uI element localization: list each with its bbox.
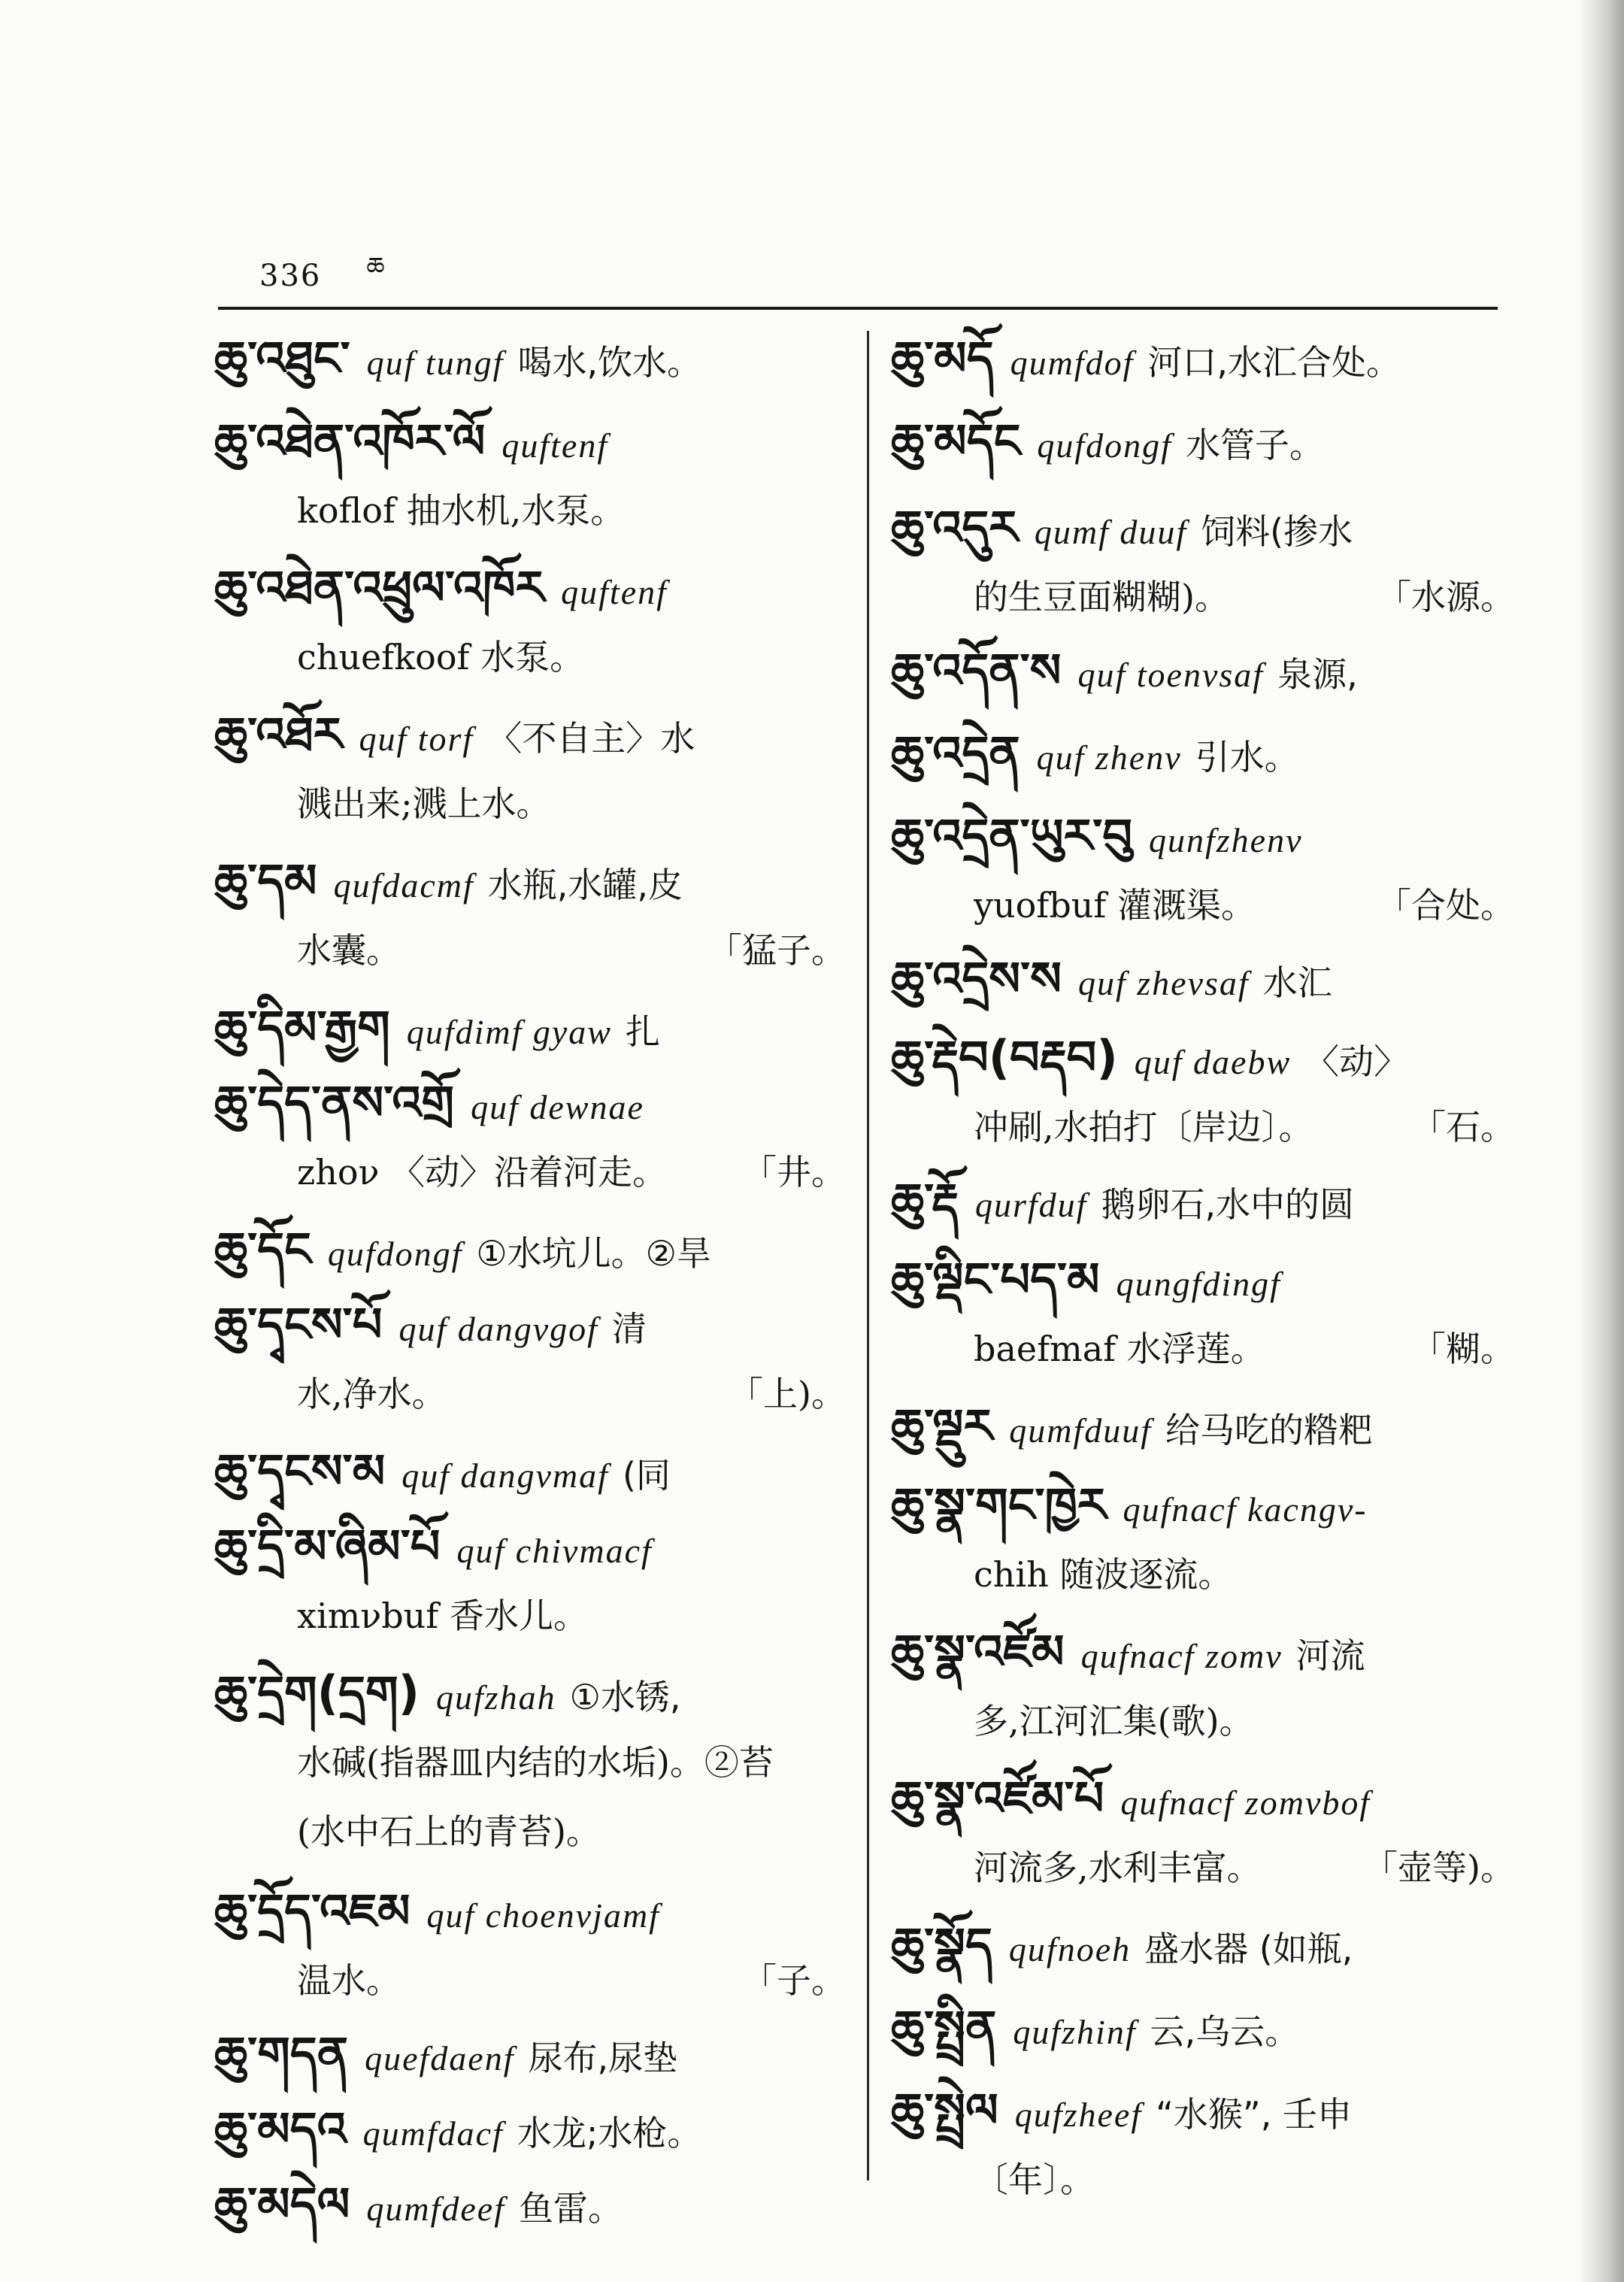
definition-continuation: ximνbuf 香水儿。	[297, 1596, 588, 1636]
definition: 水瓶,水罐,皮	[487, 865, 683, 905]
romanization: qumf duuf	[1034, 513, 1188, 551]
definition: 尿布,尿垫	[528, 2038, 678, 2078]
dictionary-entry	[214, 2019, 846, 2094]
tibetan-headword: ཆུ་སྣོད	[891, 1917, 992, 1972]
romanization: quftenf	[501, 426, 609, 465]
tibetan-headword: ཆུ་མདོང	[891, 414, 1021, 468]
romanization: qufnacf kacngν-	[1123, 1490, 1368, 1529]
tibetan-headword: ཆུ་སྣ་གང་ཁྱེར	[891, 1477, 1107, 1532]
dictionary-entry	[214, 1436, 846, 1511]
definition: 泉源,	[1277, 654, 1358, 695]
definition: 盛水器 (如瓶,	[1144, 1929, 1353, 1969]
dictionary-entry	[891, 1763, 1515, 1888]
definition-continuation: 〔年〕。	[974, 2159, 1095, 2200]
definition-continuation: baefmaf 水浮莲。	[974, 1329, 1265, 1369]
tibetan-headword: ཆུ་འཐུང་	[214, 331, 350, 386]
romanization: qufnacf zomν	[1080, 1637, 1283, 1675]
tibetan-headword: ཆུ་སྣ་འཛོམ	[891, 1624, 1065, 1679]
definition: 扎	[625, 1011, 660, 1052]
tibetan-headword: ཆུ་རྡོ	[891, 1173, 959, 1228]
romanization: qumfduuf	[1009, 1411, 1153, 1450]
tibetan-headword: ཆུ་སྤྲེལ	[891, 2083, 998, 2138]
romanization: quefdaenf	[365, 2039, 515, 2077]
dictionary-entry	[891, 1165, 1515, 1241]
tibetan-headword: ཆུ་དོང	[214, 1222, 311, 1277]
romanization: qufdimf gyaw	[406, 1013, 612, 1051]
definition: ①水坑儿。②旱	[476, 1233, 711, 1274]
dictionary-entry	[214, 1214, 846, 1289]
definition: ①水锈,	[569, 1677, 681, 1717]
tibetan-headword: ཆུ་གདན	[214, 2026, 349, 2081]
tibetan-headword: ཆུ་དྲོད་འཇམ	[214, 1883, 411, 1938]
definition: 清	[611, 1308, 647, 1349]
tibetan-headword: ཆུ་མདེལ	[214, 2177, 350, 2232]
dictionary-entry	[214, 1289, 846, 1414]
romanization: quf dangνmaf	[401, 1456, 609, 1495]
romanization: qufzheef	[1014, 2096, 1143, 2134]
tibetan-headword: ཆུ་ལྡུར	[891, 1399, 993, 1453]
definition: 河流	[1295, 1635, 1365, 1676]
dictionary-entry	[891, 1470, 1515, 1595]
tibetan-headword: ཆུ་འཐོར	[214, 707, 343, 762]
definition: “水猴”, 壬申	[1156, 2094, 1352, 2135]
definition: 给马吃的糌粑	[1165, 1410, 1374, 1450]
tibetan-headword: ཆུ་དེད་ནས་འགྲོ	[214, 1075, 455, 1130]
romanization: quf dangνgof	[398, 1310, 598, 1348]
carry-over-note: 「子。	[742, 1960, 846, 2001]
romanization: qufdongf	[1037, 426, 1172, 465]
dictionary-entry	[891, 1391, 1515, 1466]
carry-over-note: 「猛子。	[707, 930, 846, 971]
tibetan-headword: ཆུ་དྲེག(དྲག)	[214, 1665, 420, 1720]
romanization: qumfdeef	[366, 2190, 505, 2228]
definition-continuation: 水囊。	[297, 930, 401, 971]
romanization: qungfdingf	[1116, 1265, 1281, 1303]
romanization: qufdacmf	[333, 866, 474, 905]
tibetan-headword: ཆུ་དིམ་རྒྱག	[214, 1000, 390, 1055]
dictionary-entry	[214, 2094, 846, 2169]
tibetan-headword: ཆུ་དྭངས་པོ	[214, 1297, 383, 1352]
definition-continuation: zhoν 〈动〉沿着河走。	[297, 1152, 668, 1193]
definition: 鱼雷。	[518, 2188, 623, 2229]
carry-over-note: 「糊。	[1411, 1329, 1515, 1369]
dictionary-entry	[891, 1244, 1515, 1369]
dictionary-entry	[891, 406, 1515, 481]
definition-continuation: yuofbuf 灌溉渠。	[974, 885, 1256, 926]
carry-over-note: 「上)。	[729, 1374, 846, 1414]
romanization: qufnoeh	[1008, 1930, 1132, 1968]
carry-over-note: 「合处。	[1377, 885, 1515, 926]
definition: 喝水,饮水。	[517, 342, 702, 383]
romanization: quftenf	[561, 573, 668, 611]
romanization: qumfdacf	[362, 2114, 504, 2153]
dictionary-entry	[214, 553, 846, 677]
dictionary-entry	[891, 801, 1515, 926]
dictionary-entry	[891, 635, 1515, 711]
romanization: qufdongf	[327, 1235, 463, 1273]
romanization: qufzhah	[435, 1678, 556, 1717]
definition-continuation: 河流多,水利丰富。	[974, 1847, 1262, 1888]
carry-over-note: 「石。	[1411, 1107, 1515, 1147]
tibetan-headword: ཆུ་འདུར	[891, 500, 1018, 555]
romanization: qurfduf	[974, 1186, 1088, 1224]
dictionary-entry	[214, 406, 846, 531]
tibetan-headword: ཆུ་དྲི་མ་ཞིམ་པོ	[214, 1519, 441, 1574]
dictionary-entry	[214, 2169, 846, 2244]
definition: 河口,水汇合处。	[1147, 342, 1401, 383]
tibetan-headword: ཆུ་ལྡིང་པད་མ	[891, 1252, 1100, 1307]
definition-continuation: 溅出来;溅上水。	[297, 783, 551, 824]
carry-over-note: 「井。	[742, 1152, 846, 1193]
page-number: 336	[259, 259, 322, 293]
definition-continuation: chih 随波逐流。	[974, 1554, 1233, 1595]
definition: 云,乌云。	[1150, 2011, 1300, 2052]
dictionary-entry	[891, 1617, 1515, 1741]
definition-continuation: chuefkoof 水泵。	[297, 637, 585, 677]
dictionary-entry	[214, 1658, 846, 1852]
definition: 引水。	[1195, 737, 1299, 777]
dictionary-entry	[891, 1023, 1515, 1147]
tibetan-headword: ཆུ་རྡེབ(བརྡབ)	[891, 1030, 1118, 1085]
romanization: quf daebw	[1134, 1043, 1292, 1081]
romanization: qufnacf zomνbof	[1120, 1783, 1371, 1822]
tibetan-headword: ཆུ་འཐེན་འཕྲུལ་འཁོར	[214, 560, 545, 615]
dictionary-entry	[891, 2075, 1515, 2200]
header-rule	[218, 307, 1498, 310]
romanization: quf zheνsaf	[1077, 964, 1250, 1002]
dictionary-entry	[214, 323, 846, 399]
tibetan-headword: ཆུ་སྤྲིན	[891, 2000, 997, 2055]
definition-continuation: 温水。	[297, 1960, 401, 2001]
definition-continuation: 的生豆面糊糊)。	[974, 577, 1229, 617]
carry-over-note: 「壶等)。	[1363, 1847, 1515, 1888]
definition-continuation: koflof 抽水机,水泵。	[297, 490, 626, 531]
definition: 〈不自主〉水	[487, 718, 695, 759]
romanization: quf toenνsaf	[1077, 656, 1265, 694]
tibetan-headword: ཆུ་མདའ	[214, 2102, 347, 2156]
dictionary-entry	[214, 1068, 846, 1193]
romanization: quf torf	[359, 720, 474, 758]
tibetan-headword: ཆུ་དྭངས་མ	[214, 1444, 386, 1499]
tibetan-headword: ཆུ་འདྲེན་ཡུར་བུ	[891, 808, 1132, 863]
definition: (同	[622, 1455, 671, 1496]
tibetan-headword: ཆུ་མདོ	[891, 331, 994, 386]
dictionary-entry	[891, 323, 1515, 399]
carry-over-note: 「水源。	[1377, 577, 1515, 617]
dictionary-entry	[214, 846, 846, 971]
dictionary-entry	[214, 1511, 846, 1636]
tibetan-headword: ཆུ་འདྲེས་ས	[891, 951, 1062, 1006]
definition-continuation: 冲刷,水拍打〔岸边〕。	[974, 1107, 1313, 1147]
romanization: quf tungf	[366, 344, 504, 382]
definition: 水汇	[1262, 962, 1332, 1003]
romanization: qunfzhenν	[1148, 821, 1303, 859]
dictionary-entry	[891, 1910, 1515, 1985]
definition-continuation: (水中石上的青苔)。	[297, 1811, 601, 1852]
romanization: quf choenνjamf	[426, 1896, 660, 1935]
definition: 鹅卵石,水中的圆	[1101, 1184, 1355, 1225]
definition-continuation: 水碱(指器皿内结的水垢)。②苔	[297, 1742, 774, 1783]
dictionary-entry	[891, 944, 1515, 1019]
definition: 水管子。	[1185, 425, 1324, 465]
column-divider	[867, 331, 869, 2180]
dictionary-entry	[214, 699, 846, 824]
romanization: quf dewnae	[471, 1088, 644, 1126]
definition-continuation: 水,净水。	[297, 1374, 447, 1414]
tibetan-headword: ཆུ་འཐེན་འཁོར་ལོ	[214, 414, 486, 468]
dictionary-entry	[891, 492, 1515, 617]
romanization: quf zhenν	[1036, 738, 1182, 777]
definition-continuation: 多,江河汇集(歌)。	[974, 1701, 1254, 1741]
dictionary-entry	[214, 1876, 846, 2001]
page-edge-shadow	[1579, 0, 1624, 2282]
definition: 饲料(掺水	[1201, 511, 1353, 552]
tibetan-headword: ཆུ་འདོན་ས	[891, 643, 1062, 698]
tibetan-headword: ཆུ་སྣ་འཛོམ་པོ	[891, 1771, 1104, 1826]
definition: 〈动〉	[1304, 1041, 1409, 1082]
definition: 水龙;水枪。	[517, 2113, 702, 2153]
section-letter: ཆ	[366, 252, 386, 282]
tibetan-headword: ཆུ་དམ	[214, 853, 317, 908]
dictionary-entry	[214, 993, 846, 1068]
romanization: qumfdof	[1010, 344, 1135, 382]
dictionary-entry	[891, 718, 1515, 793]
tibetan-headword: ཆུ་འདྲེན	[891, 726, 1020, 780]
romanization: quf chiνmacf	[456, 1532, 653, 1570]
dictionary-entry	[891, 1993, 1515, 2068]
romanization: qufzhinf	[1013, 2013, 1137, 2051]
